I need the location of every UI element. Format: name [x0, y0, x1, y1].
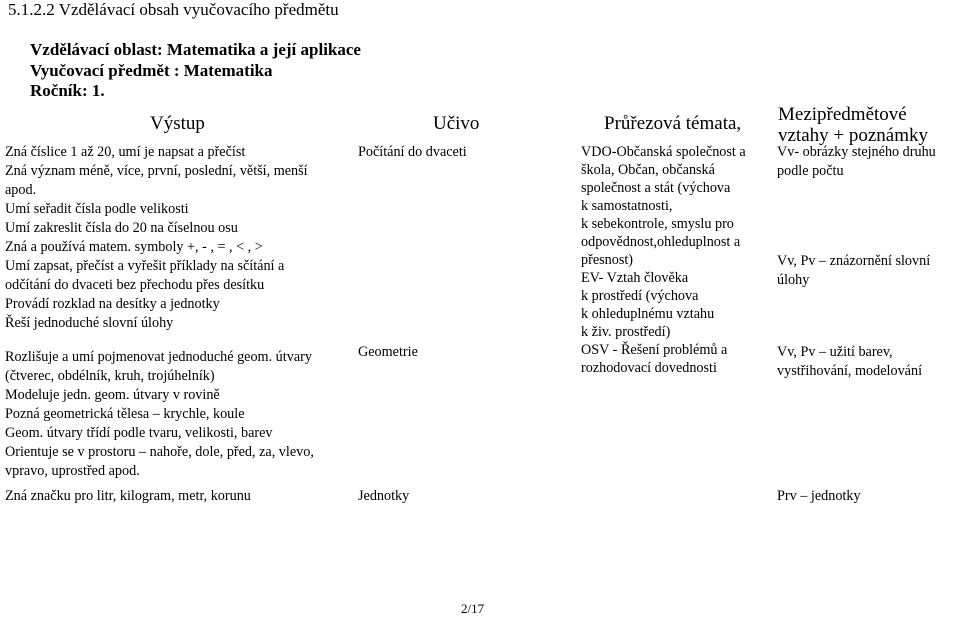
- subject-line: Vyučovací předmět : Matematika: [30, 61, 273, 80]
- column-mezi-2: [777, 252, 930, 290]
- ucivo-cislo: Počítání do dvaceti: [358, 144, 467, 160]
- header-mezi-line-1: Mezipředmětové: [778, 104, 907, 125]
- vystup-line: vpravo, uprostřed apod.: [5, 463, 140, 479]
- vystup-line: Modeluje jedn. geom. útvary v rovině: [5, 387, 220, 403]
- vystup-line: odčítání do dvaceti bez přechodu přes desítku: [5, 277, 265, 293]
- vystup-line: Provádí rozklad na desítky a jednotky: [5, 296, 220, 312]
- temata-line: k sebekontrole, smyslu pro: [581, 216, 734, 232]
- ucivo-geometrie: Geometrie: [358, 344, 418, 360]
- ucivo-jednotky: Jednotky: [358, 488, 410, 504]
- temata-line: OSV - Řešení problémů a: [581, 342, 728, 358]
- spacer: [5, 333, 314, 348]
- section-title: 5.1.2.2 Vzdělávací obsah vyučovacího předmětu: [8, 0, 339, 19]
- header-temata: Průřezová témata,: [604, 113, 742, 134]
- area-line: Vzdělávací oblast: Matematika a její aplikace: [30, 40, 361, 59]
- mezi-prv: Prv – jednotky: [777, 488, 861, 504]
- column-temata: [581, 143, 746, 377]
- vystup-line: Umí seřadit čísla podle velikosti: [5, 201, 189, 217]
- temata-line: k ohleduplnému vztahu: [581, 306, 715, 322]
- header-mezi-line-2: vztahy + poznámky: [778, 125, 929, 146]
- header-vystup: Výstup: [150, 113, 205, 134]
- vystup-line: Geom. útvary třídí podle tvaru, velikosti, barev: [5, 425, 273, 441]
- vystup-line: Umí zapsat, přečíst a vyřešit příklady na sčítání a: [5, 258, 285, 274]
- temata-line: k samostatnosti,: [581, 198, 673, 214]
- temata-line: EV- Vztah člověka: [581, 270, 689, 286]
- temata-line: k živ. prostředí): [581, 324, 671, 340]
- vystup-line: Pozná geometrická tělesa – krychle, koule: [5, 406, 245, 422]
- header-ucivo: Učivo: [433, 113, 480, 134]
- page-number: 2/17: [461, 601, 485, 616]
- temata-line: odpovědnost,ohleduplnost a: [581, 234, 741, 250]
- vystup-line: Řeší jednoduché slovní úlohy: [5, 315, 174, 331]
- vystup-line: Zná a používá matem. symboly +, - , = , < , >: [5, 239, 263, 255]
- mezi-line: vystřihování, modelování: [777, 363, 923, 379]
- vystup-line: Rozlišuje a umí pojmenovat jednoduché geom. útvary: [5, 349, 312, 365]
- header-mezipredmetove: [778, 104, 928, 146]
- temata-line: přesnost): [581, 252, 634, 268]
- vystup-line: Zná význam méně, více, první, poslední, větší, menší: [5, 163, 308, 179]
- vystup-line: Umí zakreslit čísla do 20 na číselnou osu: [5, 220, 238, 236]
- column-mezi: [777, 143, 936, 181]
- vystup-line: Orientuje se v prostoru – nahoře, dole, před, za, vlevo,: [5, 444, 314, 460]
- vystup-line: (čtverec, obdélník, kruh, trojúhelník): [5, 368, 215, 384]
- vystup-line: Zná číslice 1 až 20, umí je napsat a přečíst: [5, 144, 246, 160]
- mezi-line: Vv- obrázky stejného druhu: [777, 144, 936, 160]
- temata-line: společnost a stát (výchova: [581, 180, 731, 196]
- mezi-line: úlohy: [777, 272, 810, 288]
- temata-line: rozhodovací dovednosti: [581, 360, 717, 376]
- temata-line: škola, Občan, občanská: [581, 162, 715, 178]
- grade-line: Ročník: 1.: [30, 81, 105, 100]
- mezi-line: podle počtu: [777, 163, 844, 179]
- vystup-line: apod.: [5, 182, 37, 198]
- mezi-line: Vv, Pv – znázornění slovní: [777, 253, 931, 269]
- vystup-units-line: Zná značku pro litr, kilogram, metr, korunu: [5, 488, 251, 504]
- mezi-line: Vv, Pv – užití barev,: [777, 344, 893, 360]
- temata-line: k prostředí (výchova: [581, 288, 699, 304]
- column-mezi-3: [777, 343, 922, 381]
- temata-line: VDO-Občanská společnost a: [581, 144, 746, 160]
- column-vystup: [5, 143, 314, 481]
